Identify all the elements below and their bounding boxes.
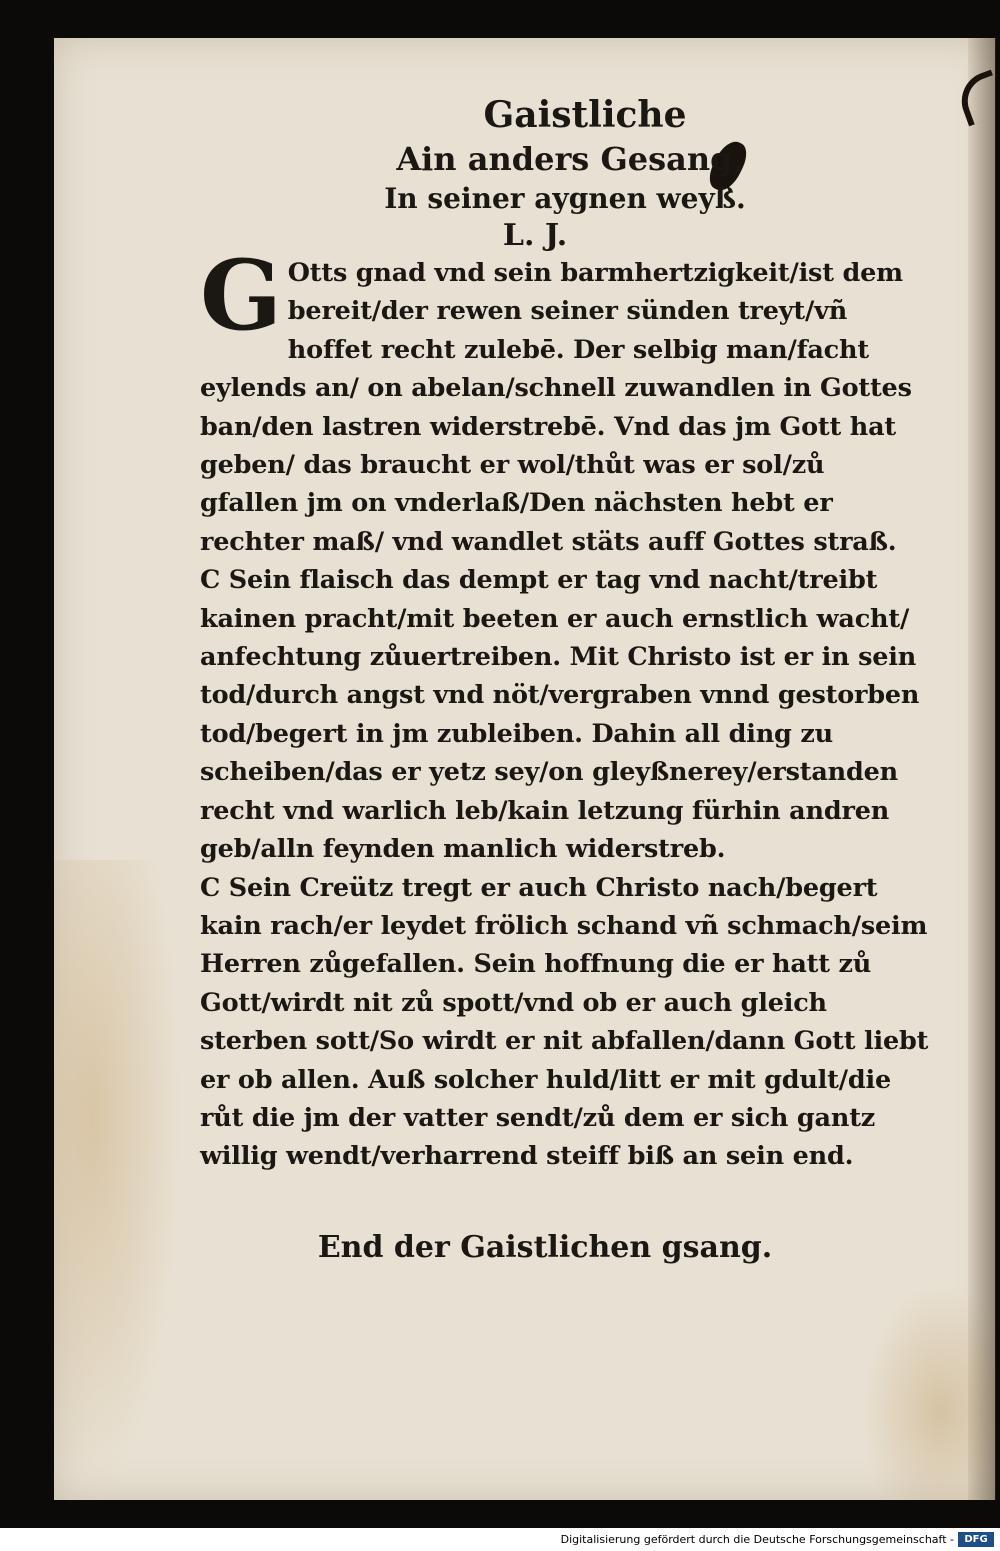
closing-line: End der Gaistlichen gsang. [317,1229,773,1265]
paragraph-mark-icon: C [200,872,221,903]
stanza-1 [200,239,930,561]
subtitle-text: Ain anders Gesang [396,140,733,178]
paragraph-mark-icon: C [200,565,221,596]
stanza-1-text: Otts gnad vnd sein barmhertzigkeit/ist dem bereit/der rewen seiner sünden treyt/vñ hoffet recht zulebē. Der selbig man/facht eylends an/ on abelan/schnell zuwandlen in Gottes ban/den lastren widerstrebē. Vnd das jm Gott hat geben/ das braucht er wol/thůt was er sol/zů gfallen jm on vnderlaß/Den nächsten hebt er rechter maß/ vnd wandlet stäts auff Gottes straß. [200,258,912,557]
drop-cap: G [200,239,282,352]
stanza-3-text: Sein Creütz tregt er auch Christo nach/begert kain rach/er leydet frölich schand vñ schmach/seim Herren zůgefallen. Sein hoffnung die er hatt zů Gott/wirdt nit zů spott/vnd ob er auch gleich sterben sott/So wirdt er nit abfallen/dann Gott liebt er ob allen. Auß solcher huld/litt er mit gdult/die růt die jm der vatter sendt/zů dem er sich gantz willig wendt/verharrend steiff biß an sein end. [200,872,929,1172]
page-edge-shadow [968,38,996,1500]
funding-credit: Digitalisierung gefördert durch die Deutsche Forschungsgemeinschaft - [560,1533,954,1546]
paper-stain-left [54,860,184,1500]
page-subtitle [210,138,930,180]
subtitle-suffix: , [732,140,744,178]
author-initials: L. J. [502,218,568,253]
stanza-2-text: Sein flaisch das dempt er tag vnd nacht/treibt kainen pracht/mit beeten er auch ernstlich wacht/ anfechtung zůuertreiben. Mit Christo ist er in sein tod/durch angst vnd nöt/vergraben vnnd gestorben tod/begert in jm zubleiben. Dahin all ding zu scheiben/das er yetz sey/on gleyßnerey/erstanden recht vnd warlich leb/kain letzung fürhin andren geb/alln feynden manlich widerstreb. [200,565,920,865]
page-title: Gaistliche [483,94,687,136]
dfg-logo-icon: DFG [958,1532,994,1547]
page-text-block [200,92,930,1298]
melody-note: In seiner aygnen weyß. [384,182,746,215]
footer-bar [0,1528,1000,1551]
stanza-2 [200,561,930,868]
stanza-3 [200,869,930,1176]
